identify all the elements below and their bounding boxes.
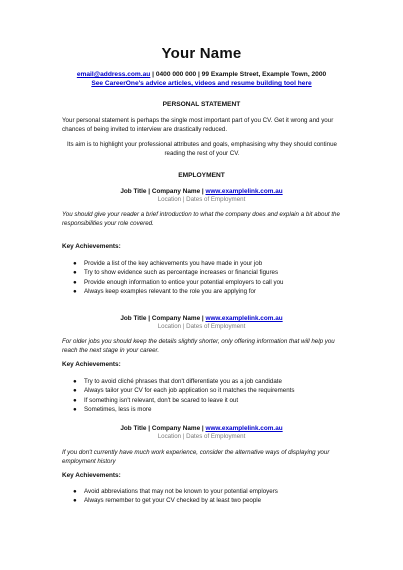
job-1-achievements-list bbox=[62, 259, 284, 297]
personal-statement-para-1: Your personal statement is perhaps the single most important part of you CV. Get it wrong and your chances of being invited to interview are drastically reduced. bbox=[62, 117, 334, 133]
job-3-link[interactable]: www.examplelink.com.au bbox=[205, 425, 283, 432]
job-3-title-line bbox=[0, 425, 403, 433]
list-item: ● Sometimes, less is more bbox=[73, 406, 152, 414]
bullet-icon: ● bbox=[73, 387, 77, 395]
list-item: ● Provide a list of the key achievements you have made in your job bbox=[73, 260, 263, 267]
candidate-name: Your Name bbox=[161, 45, 242, 62]
bullet-icon: ● bbox=[73, 378, 77, 385]
email-link[interactable]: email@address.com.au bbox=[76, 71, 151, 78]
personal-statement-heading: PERSONAL STATEMENT bbox=[162, 101, 241, 108]
list-item: ● Provide enough information to entice your potential employers to call you bbox=[73, 278, 284, 286]
advice-link[interactable]: See CareerOne's advice articles, videos and resume building tool here bbox=[91, 80, 312, 87]
bullet-icon: ● bbox=[73, 278, 77, 286]
personal-statement-para-2: Its aim is to highlight your professional attributes and goals, emphasising why they should continue reading the rest of your CV. bbox=[67, 141, 337, 157]
job-3-key-achievements-label: Key Achievements: bbox=[62, 472, 121, 479]
job-2-title-company: Job Title | Company Name | bbox=[120, 315, 206, 322]
job-1-description: You should give your reader a brief introduction to what the company does and explain a bit about the responsibilities your role covered. bbox=[62, 211, 340, 227]
list-item: ● Always tailor your CV for each job application so it matches the requirements bbox=[73, 387, 295, 395]
job-1-key-achievements-label: Key Achievements: bbox=[62, 243, 121, 250]
job-2-link[interactable]: www.examplelink.com.au bbox=[205, 315, 283, 322]
employment-heading: EMPLOYMENT bbox=[178, 172, 225, 179]
job-3-achievements-list bbox=[62, 487, 278, 506]
list-item: ● If something isn't relevant, don't be scared to leave it out bbox=[73, 396, 239, 404]
job-2-key-achievements-label: Key Achievements: bbox=[62, 361, 121, 368]
job-3-description: If you don't currently have much work experience, consider the alternative ways of displaying your employment history bbox=[62, 449, 330, 465]
job-3-title-company: Job Title | Company Name | bbox=[120, 425, 206, 432]
contact-details: | 0400 000 000 | 99 Example Street, Example Town, 2000 bbox=[150, 71, 327, 78]
list-item: ● Try to avoid cliché phrases that don't differentiate you as a job candidate bbox=[73, 378, 282, 385]
job-3-location-dates: Location | Dates of Employment bbox=[157, 433, 246, 440]
job-2-title-line bbox=[0, 315, 403, 323]
list-item: ● Try to show evidence such as percentage increases or financial figures bbox=[73, 269, 279, 277]
bullet-icon: ● bbox=[73, 497, 77, 505]
list-item: ● Always remember to get your CV checked by at least two people bbox=[73, 497, 262, 505]
job-1-title-company: Job Title | Company Name | bbox=[120, 188, 206, 195]
bullet-icon: ● bbox=[73, 260, 77, 267]
list-item: ● Always keep examples relevant to the role you are applying for bbox=[73, 288, 256, 296]
bullet-icon: ● bbox=[73, 406, 77, 414]
job-1-location-dates: Location | Dates of Employment bbox=[157, 196, 246, 203]
bullet-icon: ● bbox=[73, 269, 77, 277]
job-1-link[interactable]: www.examplelink.com.au bbox=[205, 188, 283, 195]
bullet-icon: ● bbox=[73, 288, 77, 296]
job-2-achievements-list bbox=[62, 377, 294, 415]
job-2-description: For older jobs you should keep the details slightly shorter, only offering information that will help you reach the next stage in your career. bbox=[62, 338, 335, 354]
contact-block bbox=[0, 70, 403, 88]
job-2-location-dates: Location | Dates of Employment bbox=[157, 323, 246, 330]
bullet-icon: ● bbox=[73, 488, 77, 495]
bullet-icon: ● bbox=[73, 396, 77, 404]
list-item: ● Avoid abbreviations that may not be known to your potential employers bbox=[73, 488, 278, 495]
job-1-title-line bbox=[0, 188, 403, 196]
contact-line bbox=[0, 70, 403, 79]
